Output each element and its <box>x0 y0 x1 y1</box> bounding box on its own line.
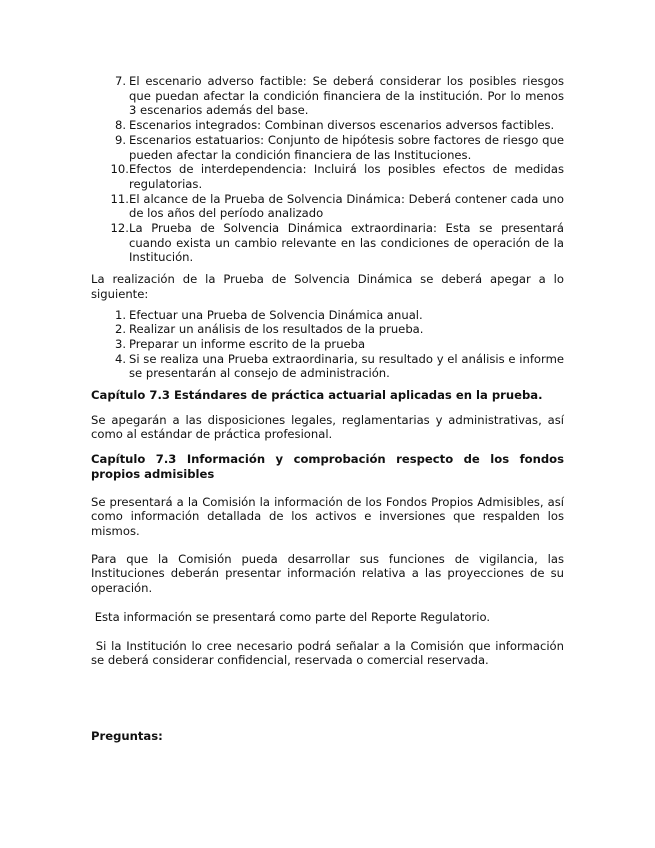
list-item-text: El escenario adverso factible: Se deberá considerar los posibles riesgos que puedan afectar la condición financiera de la institución. Por lo menos 3 escenarios además del base. <box>129 74 564 118</box>
list-item <box>108 221 564 265</box>
list-item <box>108 192 564 221</box>
list-item-number: 4. <box>114 351 126 366</box>
section-heading: Capítulo 7.3 Información y comprobación respecto de los fondos propios admisibles <box>91 452 564 481</box>
document-body <box>91 74 568 668</box>
list-item-text: La Prueba de Solvencia Dinámica extraordinaria: Esta se presentará cuando exista un cambio relevante en las condiciones de operación de la Institución. <box>129 221 564 265</box>
paragraph: Si la Institución lo cree necesario podrá señalar a la Comisión que información se deberá considerar confidencial, reservada o comercial reservada. <box>91 638 568 668</box>
list-item <box>108 133 564 162</box>
intro-paragraph: La realización de la Prueba de Solvencia Dinámica se deberá apegar a lo siguiente: <box>91 272 564 301</box>
steps-list <box>108 308 564 382</box>
list-item-number: 10. <box>110 162 129 177</box>
list-item <box>108 308 564 323</box>
scenario-list <box>108 74 564 265</box>
list-item-text: Si se realiza una Prueba extraordinaria, su resultado y el análisis e informe se presentarán al consejo de administración. <box>129 351 564 381</box>
paragraph: Se presentará a la Comisión la información de los Fondos Propios Admisibles, así como información detallada de los activos e inversiones que respalden los mismos. <box>91 494 564 538</box>
list-item-text: Escenarios integrados: Combinan diversos escenarios adversos factibles. <box>129 118 555 133</box>
paragraph: Para que la Comisión pueda desarrollar sus funciones de vigilancia, las Instituciones deberán presentar información relativa a las proyecciones de su operación. <box>91 551 564 596</box>
list-item-text: Preparar un informe escrito de la prueba <box>129 336 366 351</box>
list-item-number: 7. <box>114 74 126 88</box>
list-item <box>108 352 564 381</box>
questions-label: Preguntas: <box>91 729 163 743</box>
list-item-number: 9. <box>114 132 126 147</box>
list-item-number: 11. <box>110 191 129 206</box>
list-item <box>108 322 564 337</box>
list-item <box>108 337 564 352</box>
list-item <box>108 74 564 118</box>
section-heading: Capítulo 7.3 Estándares de práctica actuarial aplicadas en la prueba. <box>91 388 543 403</box>
list-item-number: 1. <box>114 307 126 322</box>
list-item-number: 8. <box>114 118 126 133</box>
list-item <box>108 118 564 133</box>
list-item <box>108 162 564 191</box>
paragraph: Esta información se presentará como parte del Reporte Regulatorio. <box>91 609 491 624</box>
list-item-number: 3. <box>114 336 126 351</box>
list-item-number: 2. <box>114 322 126 337</box>
paragraph: Se apegarán a las disposiciones legales, reglamentarias y administrativas, así como al estándar de práctica profesional. <box>91 412 564 442</box>
list-item-text: Escenarios estatuarios: Conjunto de hipótesis sobre factores de riesgo que pueden afectar la condición financiera de las Instituciones. <box>129 132 564 162</box>
list-item-text: El alcance de la Prueba de Solvencia Dinámica: Deberá contener cada uno de los años del período analizado <box>129 191 564 221</box>
list-item-text: Realizar un análisis de los resultados de la prueba. <box>129 322 424 337</box>
list-item-text: Efectos de interdependencia: Incluirá los posibles efectos de medidas regulatorias. <box>129 162 564 191</box>
list-item-text: Efectuar una Prueba de Solvencia Dinámica anual. <box>129 307 423 322</box>
list-item-number: 12. <box>110 221 129 236</box>
